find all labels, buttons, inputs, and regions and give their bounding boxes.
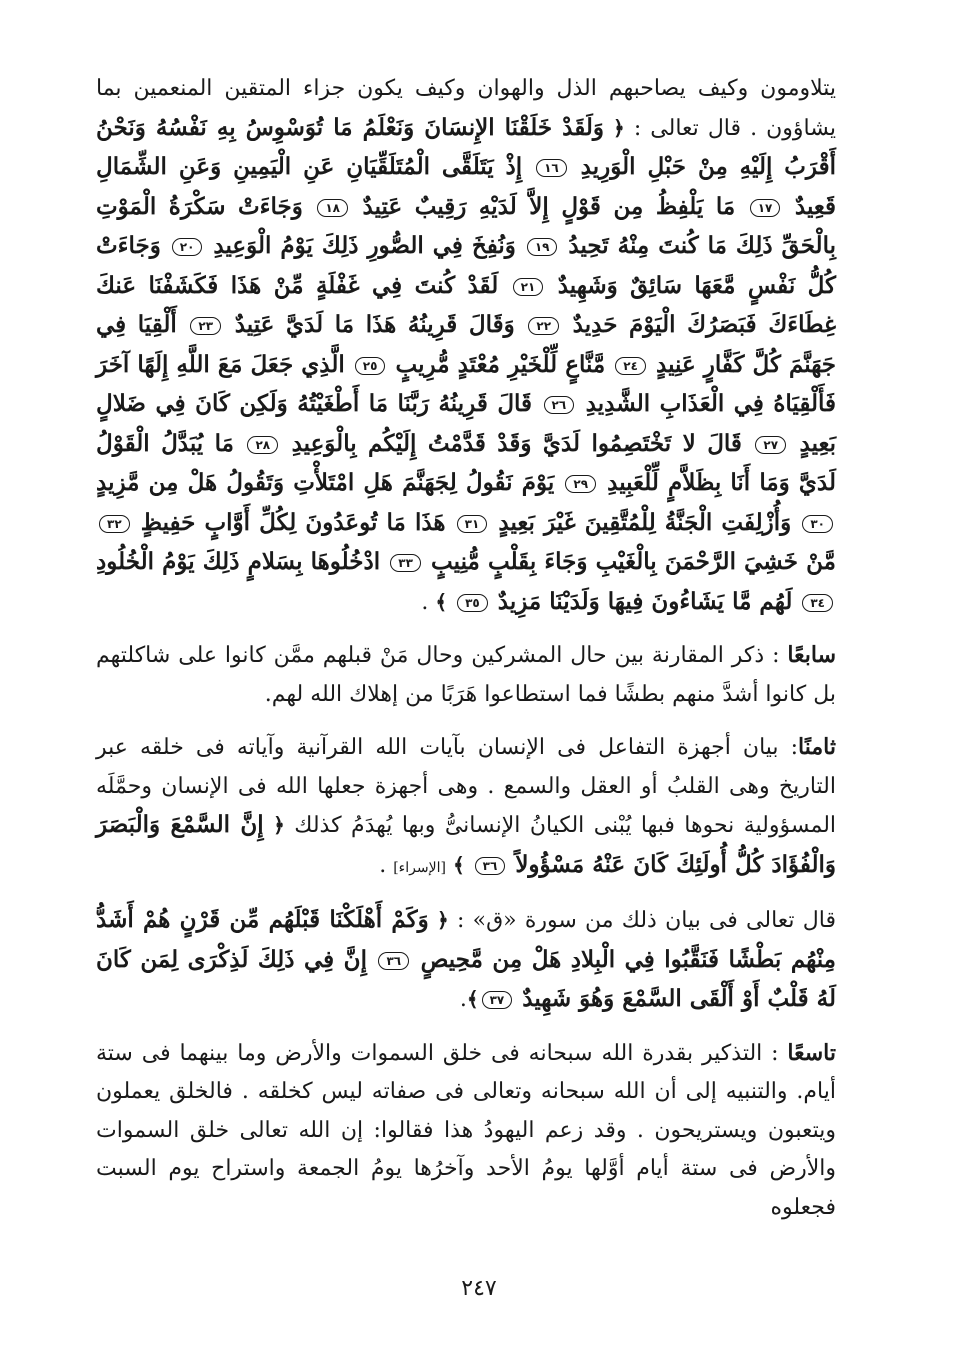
paragraph-text: : بيان أجهزة التفاعل فى الإنسان بآيات الله القرآنية وآياته فى خلقه عبر التاريخ وهى القلبُ أو العقل والسمع . وهى أجهزة جعلها الله فى الإنسان وحمَّلَه المسؤولية نحوها فبها يُبْنى الكيانُ الإنسانىُّ وبها يُهدَمُ كذلك xyxy=(96,735,837,838)
quran-open-bracket: ﴿ xyxy=(613,115,625,140)
ayah-number-29: ٢٩ xyxy=(565,475,596,493)
quran-verse-31: وَأُزْلِفَتِ الْجَنَّةُ لِلْمُتَّقِينَ غَيْرَ بَعِيدٍ xyxy=(498,508,792,536)
ayah-number-20: ٢٠ xyxy=(172,238,203,256)
ayah-number-28: ٢٨ xyxy=(247,436,278,454)
quran-close-bracket: ﴾ xyxy=(435,589,448,614)
quran-verse-37: إِنَّ فِي ذَلِكَ لَذِكْرَى لِمَن كَانَ لَهُ قَلْبٌ أَوْ أَلْقَى السَّمْعَ وَهُوَ شَهِيدٌ xyxy=(96,945,836,1012)
ayah-number-30: ٣٠ xyxy=(802,515,833,533)
quran-verse-28: قَالَ لا تَخْتَصِمُوا لَدَيَّ وَقَدْ قَدَّمْتُ إِلَيْكُم بِالْوَعِيدِ xyxy=(291,429,742,457)
quran-verse-20: وَنُفِخَ فِي الصُّورِ ذَلِكَ يَوْمُ الْوَعِيدِ xyxy=(213,232,516,259)
ayah-number-19: ١٩ xyxy=(527,238,558,256)
end-punctuation: . xyxy=(421,589,436,615)
surah-reference: [الإسراء] xyxy=(393,859,446,876)
section-label-seventh: سابعًا xyxy=(787,642,836,668)
quran-verse-36: وَكَمْ أَهْلَكْنَا قَبْلَهُم مِّن قَرْنٍ هُمْ أَشَدُّ مِنْهُم بَطْشًا فَنَقَّبُوا فِي الْبِلادِ هَلْ مِن مَّحِيصٍ xyxy=(96,906,836,973)
intro-text: يتلاومون وكيف يصاحبهم الذل والهوان وكيف يكون جزاء المتقين المنعمين بما يشاؤون . قال تعالى : xyxy=(96,76,836,141)
ayah-number-32: ٣٢ xyxy=(99,515,130,533)
ayah-number-27: ٢٧ xyxy=(755,436,786,454)
quran-verse-19: وَجَاءَتْ سَكْرَةُ الْمَوْتِ بِالْحَقِّ ذَلِكَ مَا كُنتَ مِنْهُ تَحِيدُ xyxy=(96,192,836,259)
ayah-number-36: ٣٦ xyxy=(378,952,409,970)
quran-verse-22: لَقَدْ كُنتَ فِي غَفْلَةٍ مِّنْ هَذَا فَكَشَفْنَا عَنكَ غِطَاءَكَ فَبَصَرُكَ الْيَوْمَ حَدِيدٌ xyxy=(96,271,836,338)
quran-verse-21: وَجَاءَتْ كُلُّ نَفْسٍ مَّعَهَا سَائِقٌ وَشَهِيدٌ xyxy=(96,232,837,299)
quran-verse-18: مَا يَلْفِظُ مِن قَوْلٍ إِلاَّ لَدَيْهِ رَقِيبٌ عَتِيدٌ xyxy=(362,192,736,220)
quran-verse-30: يَوْمَ نَقُولُ لِجَهَنَّمَ هَلِ امْتَلأْتِ وَتَقُولُ هَلْ مِن مَّزِيدٍ xyxy=(96,469,555,496)
page-number: ٢٤٧ xyxy=(461,1276,497,1301)
ayah-number-22: ٢٢ xyxy=(528,317,559,335)
quran-close-bracket: ﴾ xyxy=(466,987,479,1011)
paragraph-surah-qaf-verses xyxy=(96,70,836,622)
page-body xyxy=(96,70,836,1227)
paragraph-ninth xyxy=(96,1034,836,1228)
ayah-number-34: ٣٤ xyxy=(802,594,833,612)
paragraph-qaf-36-37 xyxy=(96,901,836,1020)
section-label-ninth: تاسعًا xyxy=(787,1039,836,1066)
quran-verse-23: وَقَالَ قَرِينُهُ هَذَا مَا لَدَيَّ عَتِيدٌ xyxy=(234,311,515,338)
ayah-number-21: ٢١ xyxy=(513,278,544,296)
quran-verse-26: الَّذِي جَعَلَ مَعَ اللَّهِ إِلَهًا آخَرَ فَأَلْقِيَاهُ فِي الْعَذَابِ الشَّدِيدِ xyxy=(96,350,837,417)
section-label-eighth: ثامنًا xyxy=(798,734,836,760)
quran-verse-34: ادْخُلُوهَا بِسَلامٍ ذَلِكَ يَوْمُ الْخُلُودِ xyxy=(96,548,381,575)
ayah-number-31: ٣١ xyxy=(457,515,488,533)
quran-verse-17: إِذْ يَتَلَقَّى الْمُتَلَقِّيَانِ عَنِ الْيَمِينِ وَعَنِ الشِّمَالِ قَعِيدٌ xyxy=(96,153,836,220)
paragraph-eighth xyxy=(96,728,836,887)
intro-text: قال تعالى فى بيان ذلك من سورة «ق» : xyxy=(448,908,836,933)
quran-verse-25: مَّنَّاعٍ لِّلْخَيْرِ مُعْتَدٍ مُّرِيبٍ xyxy=(395,350,606,378)
paragraph-text: : التذكير بقدرة الله سبحانه فى خلق السموات والأرض وما بينهما فى ستة أيام. والتنبيه إلى أن الله سبحانه وتعالى فى صفاته ليس كخلقه . فالخلق يعملون ويتعبون ويستريحون . وقد زعم اليهودُ هذا فقالوا: إن الله تعالى خلق السموات والأرض فى ستة أيام أوَّلها يومُ الأحد وآخرُها يومُ الجمعة واستراح يوم السبت فجعلوه xyxy=(96,1040,836,1220)
quran-verse-29: مَا يُبَدَّلُ الْقَوْلُ لَدَيَّ وَمَا أَنَا بِظَلاَّمٍ لِّلْعَبِيدِ xyxy=(96,429,836,496)
end-punctuation: . xyxy=(379,852,394,878)
ayah-number-37: ٣٧ xyxy=(482,991,513,1009)
paragraph-text: : ذكر المقارنة بين حال المشركين وحال مَنْ قبلهم ممَّن كانوا على شاكلتهم بل كانوا أشدَّ منهم بطشًا فما استطاعوا هَرَبًا من إهلاك الله لهم. xyxy=(96,643,836,707)
ayah-number-24: ٢٤ xyxy=(615,357,646,375)
quran-verse-16: وَلَقَدْ خَلَقْنَا الإِنسَانَ وَنَعْلَمُ مَا تُوَسْوِسُ بِهِ نَفْسُهُ وَنَحْنُ أَقْرَبُ إِلَيْهِ مِنْ حَبْلِ الْوَرِيدِ xyxy=(96,113,836,180)
ayah-number-25: ٢٥ xyxy=(355,357,386,375)
quran-verse-33: مَّنْ خَشِيَ الرَّحْمَنَ بِالْغَيْبِ وَجَاءَ بِقَلْبٍ مُّنِيبٍ xyxy=(431,548,836,575)
quran-verse-27: قَالَ قَرِينُهُ رَبَّنَا مَا أَطْغَيْتُهُ وَلَكِن كَانَ فِي ضَلالٍ بَعِيدٍ xyxy=(96,390,837,457)
quran-verse-isra-36: إِنَّ السَّمْعَ وَالْبَصَرَ وَالْفُؤَادَ كُلُّ أُولَئِكَ كَانَ عَنْهُ مَسْؤُولاً xyxy=(96,811,836,878)
end-punctuation: . xyxy=(459,987,467,1012)
ayah-number-17: ١٧ xyxy=(750,199,781,217)
quran-verse-35: لَهُم مَّا يَشَاءُونَ فِيهَا وَلَدَيْنَا مَزِيدٌ xyxy=(497,587,793,615)
ayah-number-33: ٣٣ xyxy=(390,554,421,572)
ayah-number-23: ٢٣ xyxy=(190,317,221,335)
quran-close-bracket: ﴾ xyxy=(452,852,465,877)
quran-open-bracket: ﴿ xyxy=(273,813,285,837)
quran-verse-32: هَذَا مَا تُوعَدُونَ لِكُلِّ أَوَّابٍ حَفِيظٍ xyxy=(140,508,446,536)
quran-verse-24: أَلْقِيَا فِي جَهَنَّمَ كُلَّ كَفَّارٍ عَنِيدٍ xyxy=(96,311,837,378)
ayah-number-18: ١٨ xyxy=(317,199,348,217)
ayah-number-16: ١٦ xyxy=(536,159,567,177)
ayah-number-36: ٣٦ xyxy=(475,857,506,875)
ayah-number-26: ٢٦ xyxy=(544,396,575,414)
paragraph-seventh xyxy=(96,636,836,714)
ayah-number-35: ٣٥ xyxy=(457,594,488,612)
quran-open-bracket: ﴿ xyxy=(436,908,449,932)
